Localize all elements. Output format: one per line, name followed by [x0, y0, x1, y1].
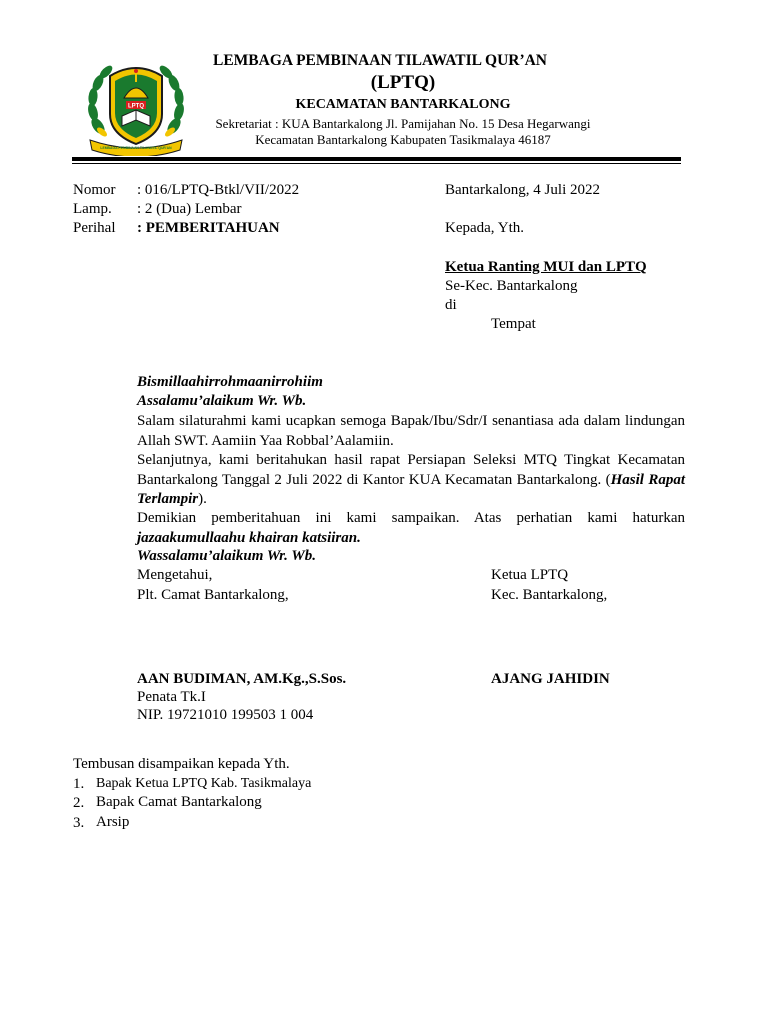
paragraph-3-emphasis: jazaakumullaahu khairan katsiiran.	[137, 529, 361, 546]
paragraph-3-text: Demikian pemberitahuan ini kami sampaikan. Atas perhatian kami haturkan	[137, 510, 685, 526]
place-date: Bantarkalong, 4 Juli 2022	[445, 182, 600, 198]
cc-item-2: 2. Bapak Camat Bantarkalong	[73, 794, 262, 811]
cc-item-1: 1. Bapak Ketua LPTQ Kab. Tasikmalaya	[73, 776, 312, 792]
org-name: LEMBAGA PEMBINAAN TILAWATIL QUR’AN	[212, 52, 547, 69]
meta-label-perihal: Perihal	[73, 220, 116, 236]
meta-label-lamp: Lamp.	[73, 201, 112, 217]
recipient-name: Ketua Ranting MUI dan LPTQ	[445, 259, 647, 275]
district-name: KECAMATAN BANTARKALONG	[295, 97, 511, 112]
paragraph-1: Salam silaturahmi kami ucapkan semoga Bapak/Ibu/Sdr/I senantiasa ada dalam lindungan Allah SWT. Aamiin Yaa Robbal’Aalamiin.	[137, 413, 685, 449]
meta-value-nomor: : 016/LPTQ-Btkl/VII/2022	[137, 182, 300, 198]
lptq-logo	[84, 56, 188, 156]
sig-right-name: AJANG JAHIDIN	[491, 671, 610, 687]
sig-left-name: AAN BUDIMAN, AM.Kg.,S.Sos.	[137, 671, 347, 687]
recipient-line2: Se-Kec. Bantarkalong	[445, 278, 578, 294]
recipient-greeting: Kepada, Yth.	[445, 220, 524, 236]
org-abbr: (LPTQ)	[370, 72, 436, 93]
salam-opening: Assalamu’alaikum Wr. Wb.	[137, 393, 307, 409]
logo-banner-text: LEMBAGA PEMBINAAN TILAWATIL QUR'AN	[100, 146, 172, 150]
header-rule-thick	[72, 157, 681, 161]
cc-title: Tembusan disampaikan kepada Yth.	[73, 756, 290, 772]
sig-left-rank: Penata Tk.I	[137, 689, 206, 705]
paragraph-2-text: Selanjutnya, kami beritahukan hasil rapat Persiapan Seleksi MTQ Tingkat Kecamatan Bantarkalong Tanggal 2 Juli 2022 di Kantor KUA Kecamatan Bantarkalong. (	[137, 452, 685, 488]
salam-closing: Wassalamu’alaikum Wr. Wb.	[137, 548, 316, 564]
meta-value-lamp: : 2 (Dua) Lembar	[137, 201, 242, 217]
paragraph-2	[137, 451, 685, 510]
header-rule-thin	[72, 163, 681, 164]
sig-left-nip: NIP. 19721010 199503 1 004	[137, 707, 314, 723]
meta-value-perihal: : PEMBERITAHUAN	[137, 220, 280, 236]
sig-right-line1: Ketua LPTQ	[491, 567, 569, 583]
address-line2: Kecamatan Bantarkalong Kabupaten Tasikmalaya 46187	[255, 132, 551, 147]
logo-text: LPTQ	[128, 103, 144, 110]
paragraph-2-end: ).	[198, 491, 207, 507]
basmalah: Bismillaahirrohmaanirrohiim	[137, 374, 323, 390]
cc-item-3: 3. Arsip	[73, 814, 130, 831]
sig-left-line1: Mengetahui,	[137, 567, 213, 583]
meta-label-nomor: Nomor	[73, 182, 116, 198]
recipient-line4: Tempat	[491, 316, 536, 332]
recipient-line3: di	[445, 297, 457, 313]
address-line1: Sekretariat : KUA Bantarkalong Jl. Pamijahan No. 15 Desa Hegarwangi	[215, 116, 591, 131]
paragraph-3	[137, 509, 685, 548]
paragraph-2-emphasis: Hasil Rapat Terlampir	[137, 471, 686, 507]
sig-right-line2: Kec. Bantarkalong,	[491, 587, 608, 603]
sig-left-line2: Plt. Camat Bantarkalong,	[137, 587, 289, 603]
